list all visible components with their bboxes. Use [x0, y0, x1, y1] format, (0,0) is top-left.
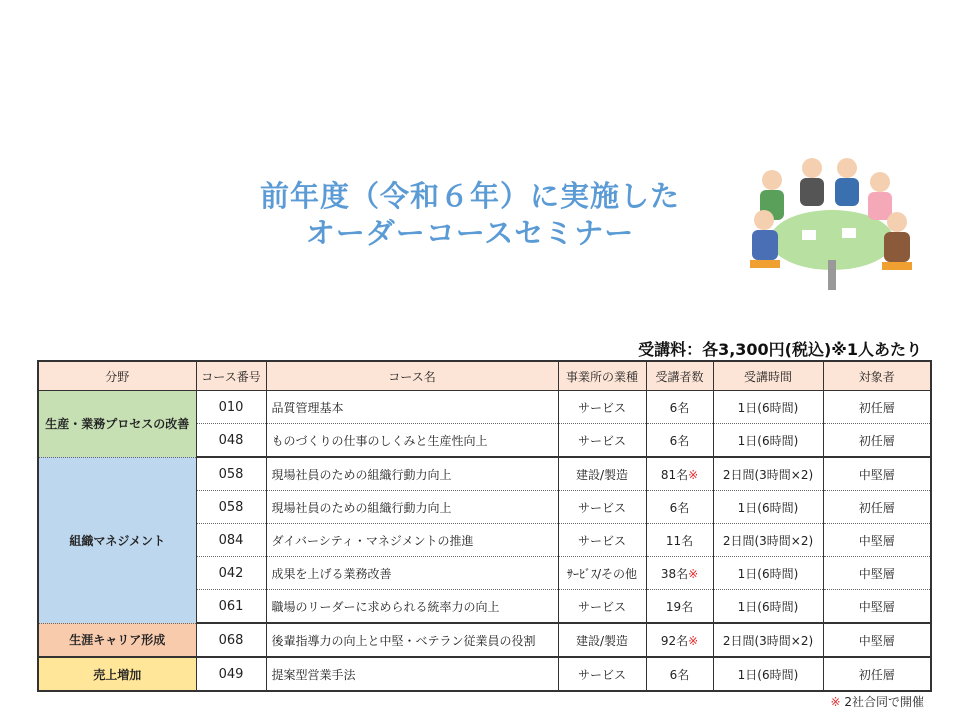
course-number: 068 [196, 623, 266, 657]
course-number: 042 [196, 557, 266, 590]
target-level: 中堅層 [823, 623, 931, 657]
course-name: ものづくりの仕事のしくみと生産性向上 [266, 424, 558, 458]
table-row [38, 391, 931, 424]
attendee-count [646, 557, 713, 590]
industry: サービス [558, 657, 646, 691]
col-header: コース番号 [196, 361, 266, 391]
joint-mark: ※ [688, 566, 699, 581]
category-cell: 生産・業務プロセスの改善 [38, 391, 196, 458]
target-level: 初任層 [823, 424, 931, 458]
note-mark: ※ [830, 695, 841, 709]
duration: 1日(6時間) [713, 391, 823, 424]
attendee-count [646, 424, 713, 458]
title-line-1: 前年度（令和６年）に実施した [259, 179, 680, 213]
count-value: 6名 [669, 500, 690, 515]
course-number: 084 [196, 524, 266, 557]
course-number: 049 [196, 657, 266, 691]
target-level: 中堅層 [823, 557, 931, 590]
duration: 1日(6時間) [713, 590, 823, 624]
table-row [38, 657, 931, 691]
course-number: 048 [196, 424, 266, 458]
attendee-count [646, 457, 713, 491]
duration: 1日(6時間) [713, 557, 823, 590]
duration: 2日間(3時間×2) [713, 457, 823, 491]
industry: サービス [558, 590, 646, 624]
col-header: 事業所の業種 [558, 361, 646, 391]
note-text: 2社合同で開催 [840, 695, 924, 709]
course-number: 061 [196, 590, 266, 624]
category-cell: 売上増加 [38, 657, 196, 691]
attendee-count [646, 524, 713, 557]
col-header: 受講者数 [646, 361, 713, 391]
attendee-count [646, 657, 713, 691]
course-name: 品質管理基本 [266, 391, 558, 424]
attendee-count [646, 590, 713, 624]
course-name: 後輩指導力の向上と中堅・ベテラン従業員の役割 [266, 623, 558, 657]
fee-note: 受講料：各3,300円(税込)※1人あたり [638, 340, 922, 359]
industry: サービス [558, 524, 646, 557]
count-value: 6名 [669, 400, 690, 415]
course-name: 職場のリーダーに求められる統率力の向上 [266, 590, 558, 624]
attendee-count [646, 491, 713, 524]
target-level: 中堅層 [823, 590, 931, 624]
table-row [38, 457, 931, 491]
course-name: 成果を上げる業務改善 [266, 557, 558, 590]
attendee-count [646, 623, 713, 657]
col-header: コース名 [266, 361, 558, 391]
count-value: 6名 [669, 433, 690, 448]
duration: 1日(6時間) [713, 424, 823, 458]
joint-mark: ※ [688, 633, 699, 648]
col-header: 受講時間 [713, 361, 823, 391]
course-name: 提案型営業手法 [266, 657, 558, 691]
count-value: 92名 [660, 633, 689, 648]
course-number: 058 [196, 491, 266, 524]
header-row [38, 361, 931, 391]
count-value: 6名 [669, 667, 690, 682]
target-level: 中堅層 [823, 524, 931, 557]
course-name: 現場社員のための組織行動力向上 [266, 457, 558, 491]
duration: 2日間(3時間×2) [713, 524, 823, 557]
col-header: 分野 [38, 361, 196, 391]
course-name: ダイバーシティ・マネジメントの推進 [266, 524, 558, 557]
count-value: 38名 [660, 566, 689, 581]
industry: サービス [558, 391, 646, 424]
target-level: 初任層 [823, 391, 931, 424]
duration: 2日間(3時間×2) [713, 623, 823, 657]
target-level: 初任層 [823, 657, 931, 691]
count-value: 11名 [665, 533, 694, 548]
target-level: 中堅層 [823, 457, 931, 491]
joint-mark: ※ [688, 467, 699, 482]
title-line-2: オーダーコースセミナー [305, 216, 635, 250]
industry: 建設/製造 [558, 457, 646, 491]
footnote [830, 693, 924, 710]
attendee-count [646, 391, 713, 424]
duration: 1日(6時間) [713, 491, 823, 524]
count-value: 81名 [660, 467, 689, 482]
target-level: 初任層 [823, 491, 931, 524]
category-cell: 生涯キャリア形成 [38, 623, 196, 657]
col-header: 対象者 [823, 361, 931, 391]
page-title [200, 178, 740, 252]
count-value: 19名 [665, 599, 694, 614]
meeting-illustration [742, 150, 917, 295]
course-number: 010 [196, 391, 266, 424]
course-name: 現場社員のための組織行動力向上 [266, 491, 558, 524]
course-table [37, 360, 932, 692]
industry: 建設/製造 [558, 623, 646, 657]
industry: サービス [558, 491, 646, 524]
industry: ｻｰﾋﾞｽ/その他 [558, 557, 646, 590]
category-cell: 組織マネジメント [38, 457, 196, 623]
industry: サービス [558, 424, 646, 458]
table-row [38, 623, 931, 657]
course-number: 058 [196, 457, 266, 491]
duration: 1日(6時間) [713, 657, 823, 691]
